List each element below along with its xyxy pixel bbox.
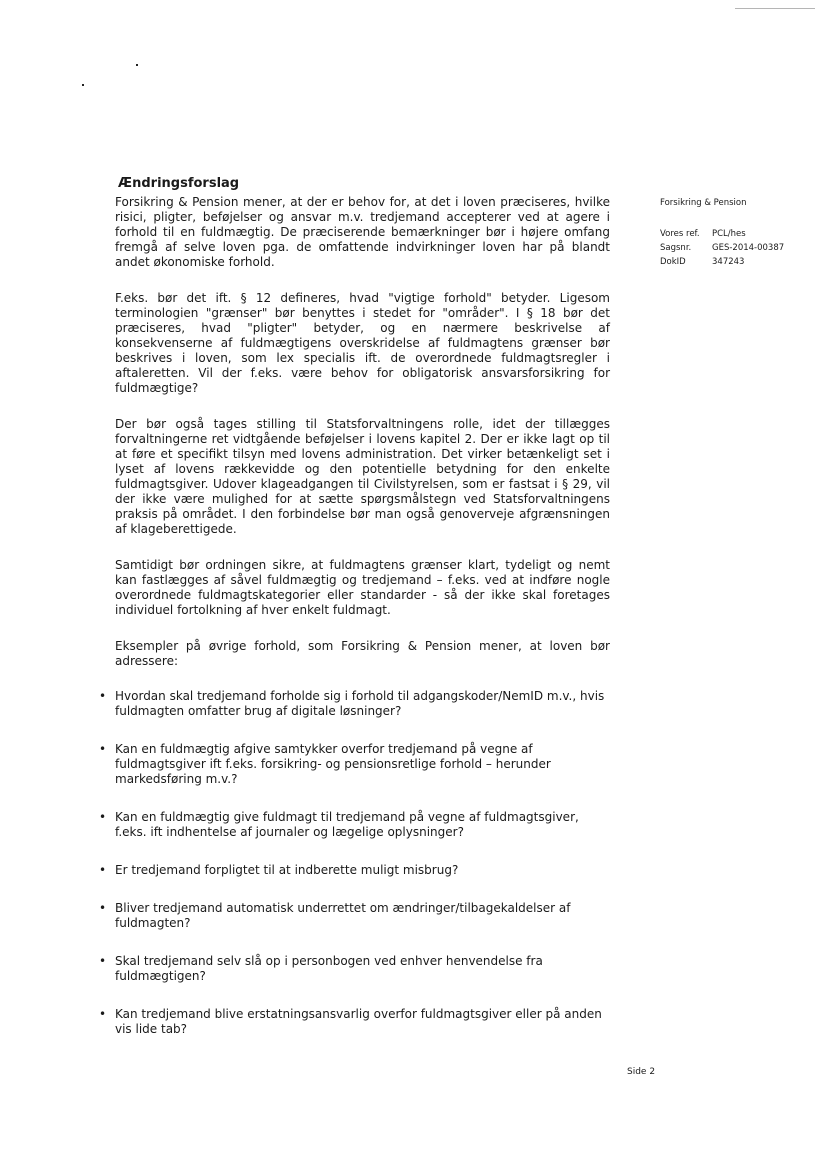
list-item bbox=[99, 810, 610, 840]
list-item-text: Kan tredjemand blive erstatningsansvarlig overfor fuldmagtsgiver eller på anden vis lide tab? bbox=[115, 1007, 602, 1036]
paragraph: Forsikring & Pension mener, at der er behov for, at det i loven præciseres, hvilke risici, pligter, beføjelser og ansvar m.v. tredjemand accepterer ved at agere i forhold til en fuldmægtig. De præciserende bemærkninger bør i højere omfang fremgå af selve loven pga. de omfattende indvirkninger loven har på blandt andet økonomiske forhold. bbox=[115, 195, 610, 269]
list-item bbox=[99, 689, 610, 719]
list-item-text: Skal tredjemand selv slå op i personbogen ved enhver henvendelse fra fuldmægtigen? bbox=[115, 954, 543, 983]
section-heading: Ændringsforslag bbox=[118, 176, 240, 191]
ref-label: Vores ref. bbox=[660, 229, 700, 239]
paragraph: Samtidigt bør ordningen sikre, at fuldmagtens grænser klart, tydeligt og nemt kan fastlægges af såvel fuldmægtig og tredjemand – f.eks. ved at indføre nogle overordnede fuldmagtskategorier eller standarder - så der ikke skal foretages individuel fortolkning af hver enkelt fuldmagt. bbox=[115, 558, 610, 617]
bullet-icon: • bbox=[99, 742, 107, 756]
paragraph: Der bør også tages stilling til Statsforvaltningens rolle, idet der tillægges forvaltningerne ret vidtgående beføjelser i lovens kapitel 2. Der er ikke lagt op til at føre et specifikt tilsyn med lovens administration. Det virker betænkeligt set i lyset af lovens rækkevidde og den potentielle betydning for den enkelte fuldmagtsgiver. Udover klageadgangen til Civilstyrelsen, som er fastsat i § 29, vil der ikke være mulighed for at sætte spørgsmålstegn ved Statsforvaltningens praksis på området. I den forbindelse bør man også genoverveje afgrænsningen af klageberettigede. bbox=[115, 417, 610, 536]
case-number-value: GES-2014-00387 bbox=[712, 243, 785, 253]
list-item bbox=[99, 863, 610, 878]
list-item-text: Hvordan skal tredjemand forholde sig i forhold til adgangskoder/NemID m.v., hvis fuldmagten omfatter brug af digitale løsninger? bbox=[115, 689, 605, 718]
paragraph: Eksempler på øvrige forhold, som Forsikring & Pension mener, at loven bør adressere: bbox=[115, 639, 610, 668]
bullet-icon: • bbox=[99, 1007, 107, 1021]
doc-id-label: DokID bbox=[660, 257, 686, 267]
scan-edge-line bbox=[735, 8, 815, 9]
body-text bbox=[99, 195, 610, 1037]
doc-id-row bbox=[660, 255, 784, 269]
list-item bbox=[99, 954, 610, 984]
list-item-text: Er tredjemand forpligtet til at indberette muligt misbrug? bbox=[115, 863, 459, 877]
list-item bbox=[99, 742, 610, 787]
organization-name: Forsikring & Pension bbox=[660, 198, 747, 208]
paragraph: F.eks. bør det ift. § 12 defineres, hvad "vigtige forhold" betyder. Ligesom terminologien "grænser" bør benyttes i stedet for "områder". I § 18 bør det præciseres, hvad "pligter" betyder, og en nærmere beskrivelse af konsekvenserne af fuldmægtigens overskridelse af fuldmagtens grænser bør beskrives i loven, som lex specialis ift. de overordnede fuldmagtsregler i aftaleretten. Vil der f.eks. være behov for obligatorisk ansvarsforsikring for fuldmægtige? bbox=[115, 291, 610, 395]
bullet-icon: • bbox=[99, 863, 107, 877]
list-item-text: Kan en fuldmægtig afgive samtykker overfor tredjemand på vegne af fuldmagtsgiver ift f.eks. forsikring- og pensionsretlige forhold – herunder markedsføring m.v.? bbox=[115, 742, 551, 786]
list-item bbox=[99, 1007, 610, 1037]
list-item-text: Kan en fuldmægtig give fuldmagt til tredjemand på vegne af fuldmagtsgiver, f.eks. ift indhentelse af journaler og lægelige oplysninger? bbox=[115, 810, 579, 839]
bullet-icon: • bbox=[99, 810, 107, 824]
scan-speck bbox=[136, 64, 138, 66]
case-number-label: Sagsnr. bbox=[660, 243, 692, 253]
doc-id-value: 347243 bbox=[712, 257, 745, 267]
reference-block bbox=[660, 196, 784, 269]
list-item bbox=[99, 901, 610, 931]
ref-row bbox=[660, 227, 784, 241]
bullet-icon: • bbox=[99, 954, 107, 968]
ref-value: PCL/hes bbox=[712, 229, 746, 239]
page-number: Side 2 bbox=[627, 1067, 656, 1077]
bullet-icon: • bbox=[99, 901, 107, 915]
case-number-row bbox=[660, 241, 784, 255]
scan-speck bbox=[82, 84, 84, 86]
bullet-list bbox=[99, 689, 610, 1037]
list-item-text: Bliver tredjemand automatisk underrettet om ændringer/tilbagekaldelser af fuldmagten? bbox=[115, 901, 571, 930]
bullet-icon: • bbox=[99, 689, 107, 703]
